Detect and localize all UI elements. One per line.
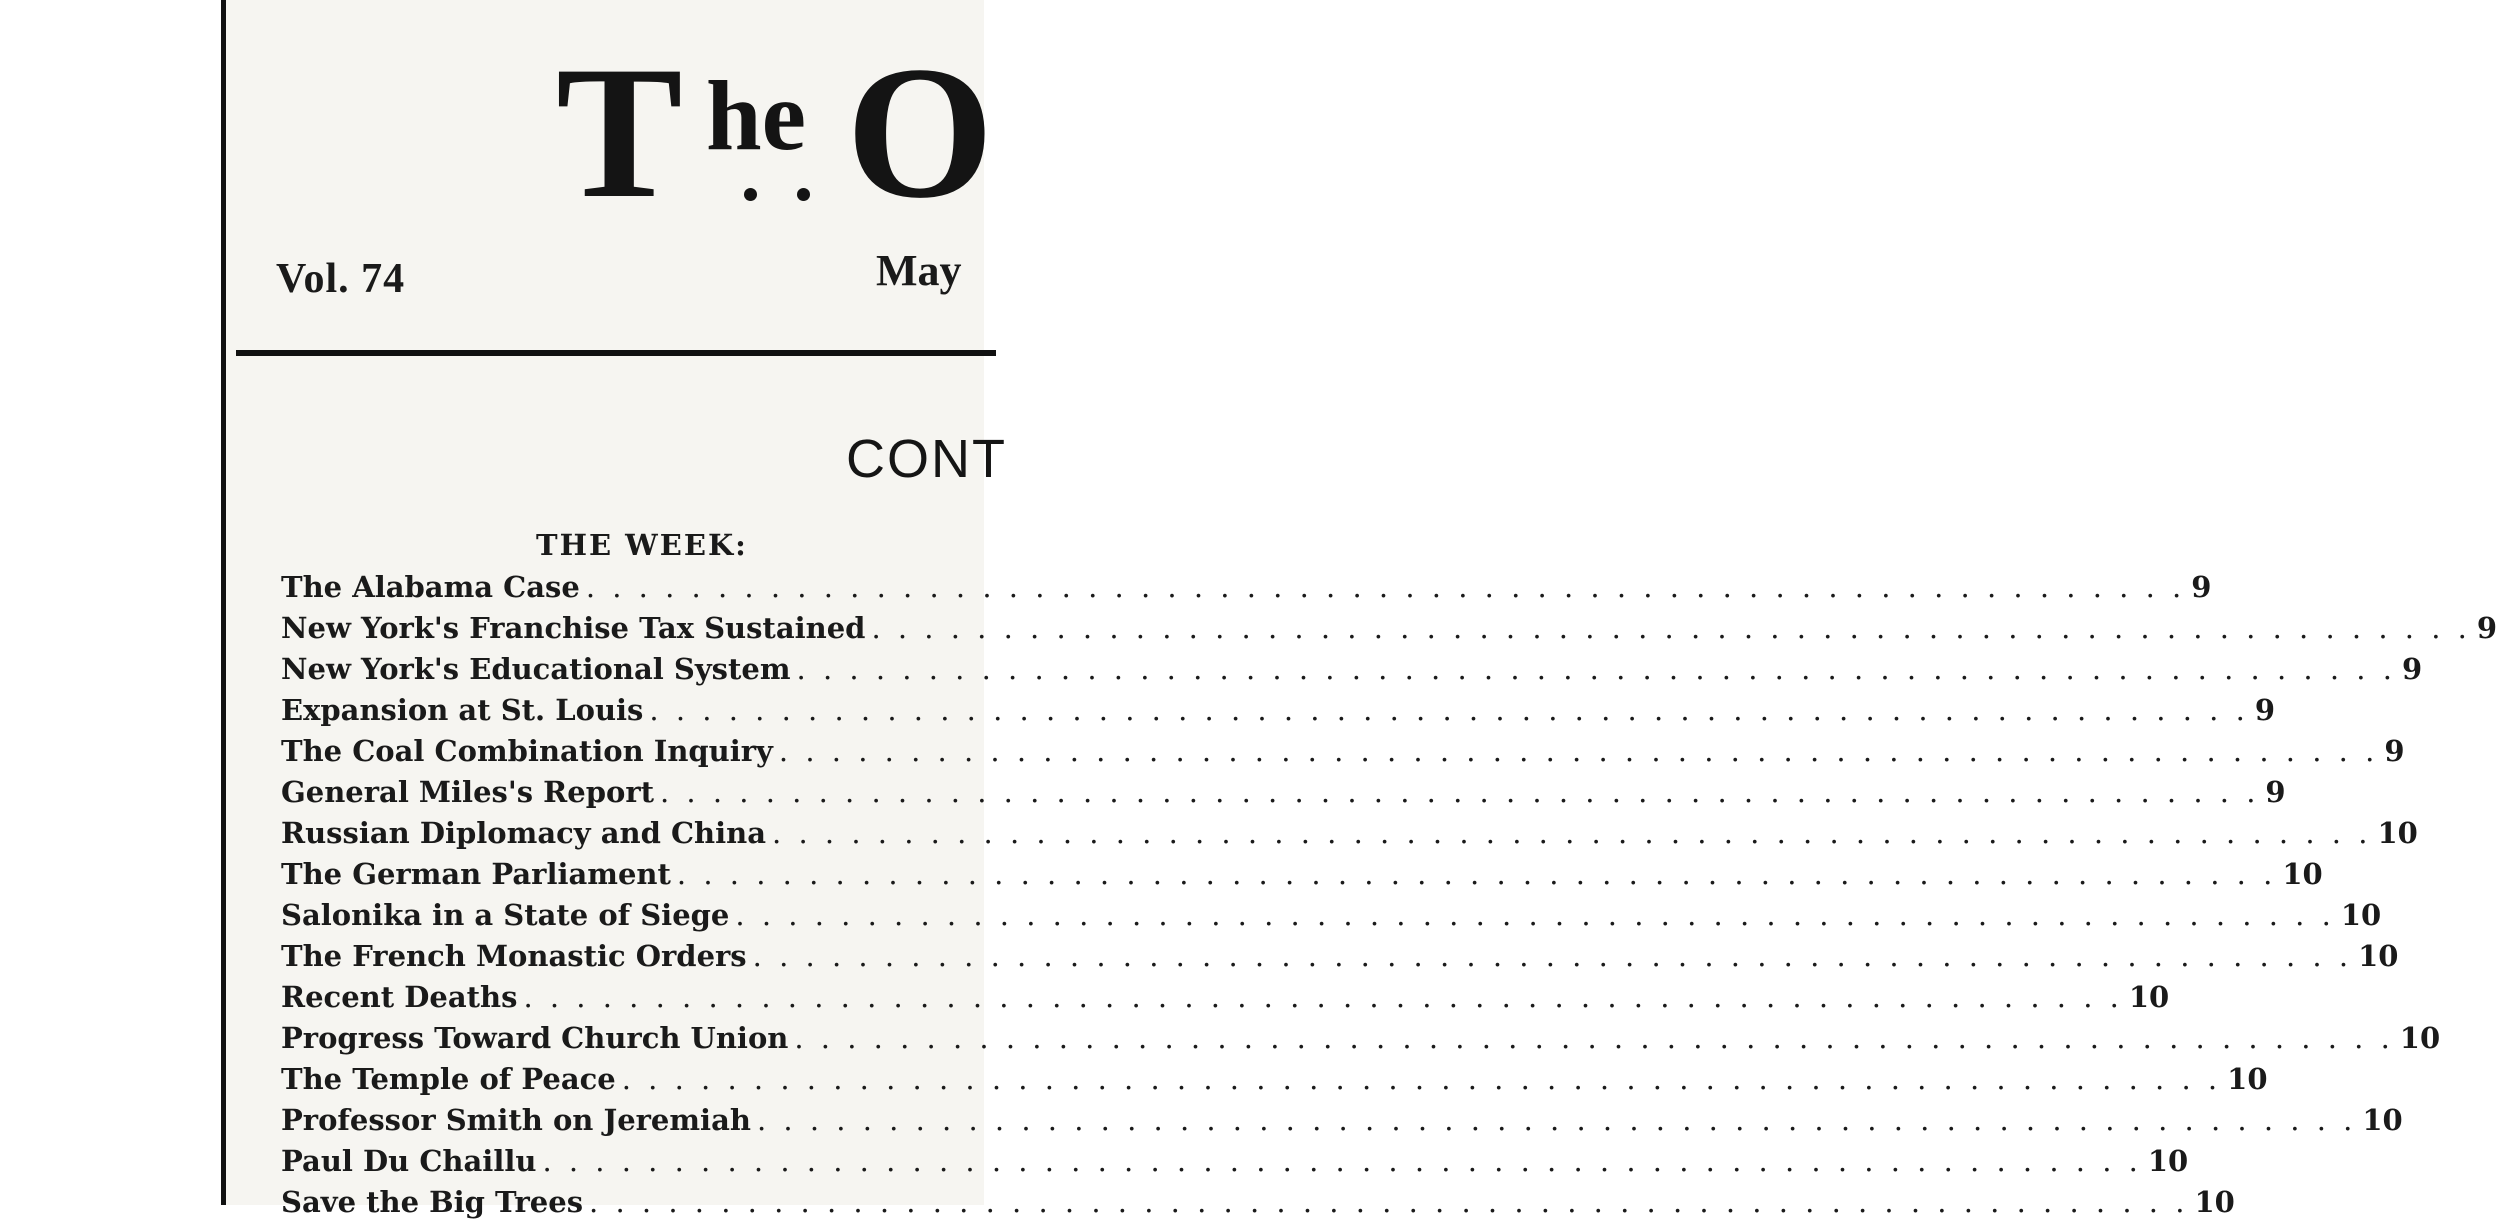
toc-entry-page: 10: [2362, 1103, 2403, 1137]
toc-entry: [281, 1144, 2189, 1185]
toc-entry-title: Progress Toward Church Union: [281, 1021, 789, 1055]
toc-entry-title: New York's Franchise Tax Sustained: [281, 611, 866, 645]
toc-entry: [281, 1103, 2403, 1144]
toc-entry: [281, 611, 2497, 652]
masthead-letters-he: he: [706, 60, 806, 171]
toc-entry-page: 9: [2384, 734, 2405, 768]
toc-entry-title: Save the Big Trees: [281, 1185, 584, 1219]
toc-entry: [281, 652, 2423, 693]
toc-entry-page: 10: [2147, 1144, 2189, 1178]
toc-entry-page: 10: [2282, 857, 2323, 891]
toc-entry-title: The Temple of Peace: [281, 1062, 616, 1096]
toc-entry-title: The German Parliament: [281, 857, 671, 891]
toc-entry-page: 9: [2191, 570, 2212, 604]
table-of-contents: [281, 570, 2497, 1226]
toc-entry-title: New York's Educational System: [281, 652, 791, 686]
masthead-ornament-dots: [744, 188, 850, 206]
magazine-page: [221, 0, 2497, 1219]
toc-entry-title: Recent Deaths: [281, 980, 518, 1014]
issue-date: May: [876, 246, 962, 295]
toc-entry-page: 10: [2128, 980, 2170, 1014]
toc-entry-page: 9: [2401, 652, 2423, 686]
toc-entry-title: Paul Du Chaillu: [281, 1144, 537, 1178]
toc-entry-title: Russian Diplomacy and China: [281, 816, 767, 850]
toc-entry-title: General Miles's Report: [281, 775, 654, 809]
toc-entry-page: 10: [2340, 898, 2382, 932]
masthead-letter-t: T: [556, 28, 683, 238]
toc-entry: [281, 775, 2286, 816]
toc-entry-page: 9: [2476, 611, 2497, 645]
toc-entry-title: The French Monastic Orders: [281, 939, 747, 973]
toc-entry: [281, 857, 2323, 898]
volume-number: Vol. 74: [276, 256, 406, 302]
toc-entry-page: 9: [2265, 775, 2286, 809]
toc-entry: [281, 980, 2170, 1021]
toc-entry: [281, 898, 2382, 939]
toc-entry-title: Professor Smith on Jeremiah: [281, 1103, 751, 1137]
toc-entry-title: Salonika in a State of Siege: [281, 898, 730, 932]
toc-entry-title: The Alabama Case: [281, 570, 580, 604]
toc-entry-title: The Coal Combination Inquiry: [281, 734, 773, 768]
toc-entry-page: 10: [2399, 1021, 2441, 1055]
toc-entry: [281, 570, 2212, 611]
section-heading: THE WEEK:: [536, 528, 748, 562]
toc-entry: [281, 693, 2275, 734]
header-divider: [236, 350, 996, 356]
toc-entry: [281, 816, 2418, 857]
toc-entry: [281, 1185, 2235, 1226]
toc-entry-page: 10: [2377, 816, 2418, 850]
toc-entry: [281, 1062, 2268, 1103]
contents-heading: CONT: [846, 429, 1007, 489]
toc-entry-page: 10: [2194, 1185, 2235, 1219]
toc-entry-page: 10: [2358, 939, 2399, 973]
toc-entry-title: Expansion at St. Louis: [281, 693, 644, 727]
toc-entry: [281, 1021, 2441, 1062]
masthead-letter-o: O: [846, 28, 994, 238]
toc-entry: [281, 734, 2405, 775]
toc-entry-page: 10: [2227, 1062, 2268, 1096]
toc-entry: [281, 939, 2399, 980]
toc-entry-page: 9: [2254, 693, 2275, 727]
